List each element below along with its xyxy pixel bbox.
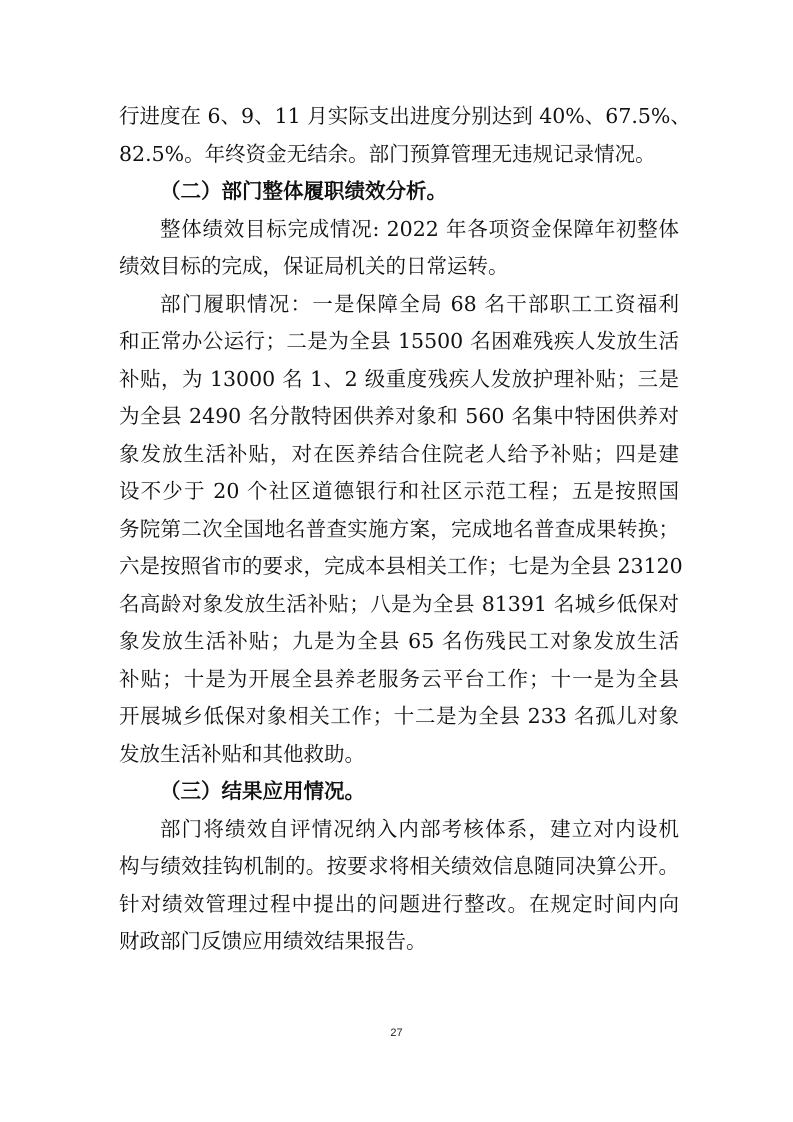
text-line: 整体绩效目标完成情况: 2022 年各项资金保障年初整体 [160, 216, 679, 241]
text-line: 象发放生活补贴，对在医养结合住院老人给予补贴；四是建 [119, 441, 679, 466]
text-line: 补贴；十是为开展全县养老服务云平台工作；十一是为全县 [119, 666, 679, 691]
text-line: 设不少于 20 个社区道德银行和社区示范工程；五是按照国 [119, 479, 679, 503]
text-line: 务院第二次全国地名普查实施方案，完成地名普查成果转换； [119, 516, 679, 541]
text-line: 部门履职情况：一是保障全局 68 名干部职工工资福利 [160, 291, 679, 316]
text-line: 和正常办公运行；二是为全县 15500 名困难残疾人发放生活 [119, 329, 679, 353]
text-line: 部门将绩效自评情况纳入内部考核体系，建立对内设机 [160, 816, 679, 841]
paragraph [119, 211, 679, 286]
text-line: 行进度在 6、9、11 月实际支出进度分别达到 40%、67.5%、 [119, 104, 691, 128]
text-line: 发放生活补贴和其他救助。 [119, 741, 365, 766]
text-line: 82.5%。年终资金无结余。部门预算管理无违规记录情况。 [119, 141, 656, 166]
page-number: 27 [390, 1027, 403, 1039]
text-line: 象发放生活补贴；九是为全县 65 名伤残民工对象发放生活 [119, 629, 679, 653]
text-line: 构与绩效挂钩机制的。按要求将相关绩效信息随同决算公开。 [119, 854, 679, 878]
text-line: 开展城乡低保对象相关工作；十二是为全县 233 名孤儿对象 [119, 704, 679, 728]
paragraph [119, 98, 691, 173]
text-line: 为全县 2490 名分散特困供养对象和 560 名集中特困供养对 [119, 404, 679, 428]
paragraph [119, 811, 679, 961]
section-heading: （三）结果应用情况。 [160, 779, 365, 803]
paragraph [119, 286, 683, 774]
text-line: 绩效目标的完成，保证局机关的日常运转。 [119, 254, 509, 278]
text-line: 补贴，为 13000 名 1、2 级重度残疾人发放护理补贴；三是 [119, 366, 679, 391]
section-heading: （二）部门整体履职绩效分析。 [160, 179, 447, 203]
text-line: 六是按照省市的要求，完成本县相关工作；七是为全县 23120 [119, 554, 683, 578]
text-line: 针对绩效管理过程中提出的问题进行整改。在规定时间内向 [119, 891, 679, 916]
document-body [119, 98, 691, 961]
text-line: 财政部门反馈应用绩效结果报告。 [119, 929, 427, 953]
text-line: 名高龄对象发放生活补贴；八是为全县 81391 名城乡低保对 [119, 591, 679, 616]
